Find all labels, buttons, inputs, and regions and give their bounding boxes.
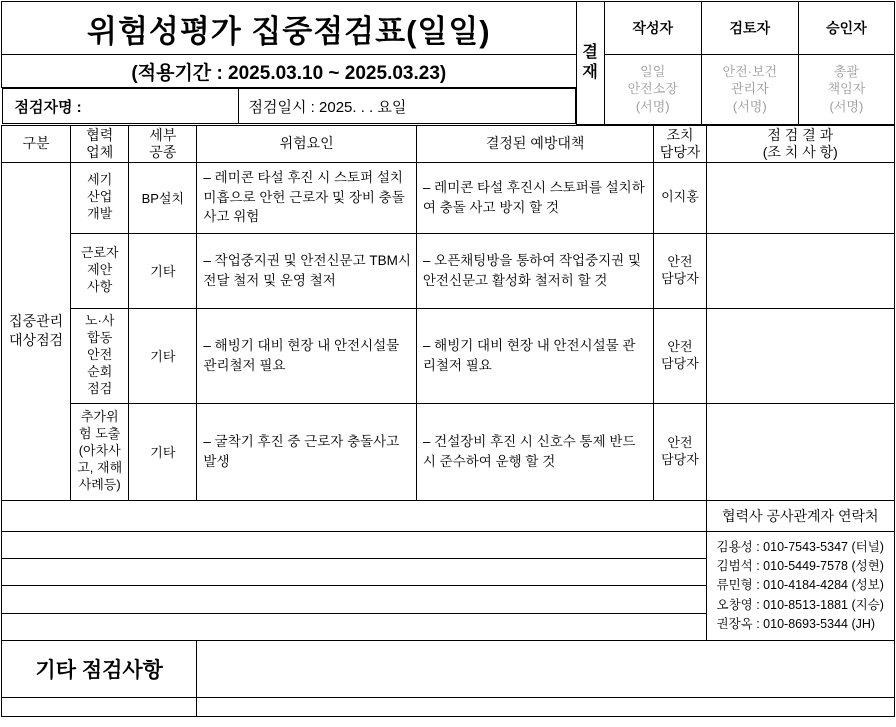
blank-cell[interactable] bbox=[197, 698, 895, 717]
person-cell bbox=[654, 403, 706, 500]
table-row bbox=[2, 308, 895, 403]
blank-cell bbox=[2, 698, 197, 717]
countermeasure-cell: – 건설장비 후진 시 신호수 통제 반드시 준수하여 운행 할 것 bbox=[416, 403, 654, 500]
person-cell-line2: 담당자 bbox=[661, 270, 699, 286]
column-header-person-line2: 담당자 bbox=[659, 143, 701, 160]
company-cell-line3: 사항 bbox=[87, 278, 113, 294]
person-cell bbox=[654, 308, 706, 403]
company-cell-line2: 산업 bbox=[87, 189, 113, 205]
approval-head-writer: 작성자 bbox=[604, 2, 701, 55]
result-cell[interactable] bbox=[706, 162, 894, 233]
column-header-job-type bbox=[129, 125, 197, 162]
column-header-company-line2: 업체 bbox=[86, 143, 114, 160]
job-type-cell: 기타 bbox=[129, 403, 197, 500]
person-cell bbox=[654, 233, 706, 308]
contact-item: 권장옥 : 010-8693-5344 (JH) bbox=[716, 617, 876, 631]
job-type-cell: BP설치 bbox=[129, 162, 197, 233]
column-header-company bbox=[71, 125, 129, 162]
contact-item: 오창영 : 010-8513-1881 (지승) bbox=[716, 597, 884, 612]
contacts-title-row bbox=[2, 500, 895, 531]
approval-sign-writer-line1: 일일 bbox=[640, 63, 666, 79]
person-cell-line2: 담당자 bbox=[661, 355, 699, 371]
approval-head-reviewer: 검토자 bbox=[701, 2, 798, 55]
contact-item: 김용성 : 010-7543-5347 (터널) bbox=[716, 539, 884, 554]
column-header-company-line1: 협력 bbox=[86, 126, 114, 143]
approval-sign-reviewer-line2: 관리자 bbox=[730, 81, 769, 97]
company-cell bbox=[71, 233, 129, 308]
risk-factor-cell: – 해빙기 대비 현장 내 안전시설물 관리철저 필요 bbox=[197, 308, 416, 403]
approval-label bbox=[576, 2, 604, 125]
column-header-result bbox=[706, 125, 894, 162]
company-cell-line2: 제안 bbox=[87, 262, 113, 278]
column-header-person-line1: 조치 bbox=[666, 126, 694, 143]
company-cell-line2: 험 도출 bbox=[79, 426, 121, 442]
approval-sign-writer-line2: 안전소장 bbox=[627, 81, 678, 97]
contacts-title: 협력사 공사관계자 연락처 bbox=[706, 500, 894, 531]
etc-row bbox=[2, 641, 895, 698]
company-cell-line4: 순회 bbox=[87, 363, 113, 379]
column-header-job-type-line1: 세부 bbox=[149, 126, 177, 143]
approval-label-char-2: 재 bbox=[582, 63, 598, 81]
column-header-result-line2: (조 치 사 항) bbox=[762, 143, 838, 160]
person-cell-line1: 안전 bbox=[667, 253, 693, 269]
company-cell-line3: 안전 bbox=[87, 347, 113, 363]
category-cell bbox=[2, 162, 71, 500]
company-cell bbox=[71, 403, 129, 500]
company-cell-line5: 점검 bbox=[87, 380, 113, 396]
etc-value[interactable] bbox=[197, 641, 895, 698]
risk-factor-cell: – 레미콘 타설 후진 시 스토퍼 설치 미흡으로 안헌 근로자 및 장비 충돌 사고 위험 bbox=[197, 162, 416, 233]
company-cell-line3: (아차사 bbox=[78, 443, 121, 459]
company-cell-line5: 사례등) bbox=[78, 476, 121, 492]
approval-sign-approver-line1: 총괄 bbox=[833, 63, 859, 79]
company-cell-line1: 근로자 bbox=[80, 245, 119, 261]
countermeasure-cell: – 해빙기 대비 현장 내 안전시설물 관리철저 필요 bbox=[416, 308, 654, 403]
period-text: (적용기간 : 2025.03.10 ~ 2025.03.23) bbox=[2, 55, 577, 88]
approval-sign-approver-line3: (서명) bbox=[829, 99, 864, 115]
company-cell-line3: 개발 bbox=[87, 205, 113, 221]
approval-label-char-1: 결 bbox=[582, 43, 598, 61]
column-header-person bbox=[654, 125, 706, 162]
column-header-risk-factor: 위험요인 bbox=[197, 125, 416, 162]
column-header-job-type-line2: 공종 bbox=[149, 143, 177, 160]
blank-cell[interactable] bbox=[2, 531, 707, 558]
category-cell-line2: 대상점검 bbox=[9, 332, 64, 348]
table-header-row bbox=[2, 125, 895, 162]
table-row bbox=[2, 233, 895, 308]
blank-cell[interactable] bbox=[2, 558, 707, 585]
company-cell-line1: 추가위 bbox=[80, 409, 119, 425]
person-cell-line2: 담당자 bbox=[661, 451, 699, 467]
main-table bbox=[1, 125, 895, 718]
contact-item: 류민형 : 010-4184-4284 (성보) bbox=[716, 578, 884, 593]
column-header-countermeasure: 결정된 예방대책 bbox=[416, 125, 654, 162]
inspector-name-field[interactable]: 점검자명 : bbox=[2, 89, 238, 124]
etc-label: 기타 점검사항 bbox=[2, 641, 197, 698]
company-cell bbox=[71, 308, 129, 403]
blank-row bbox=[2, 531, 895, 558]
approval-sign-reviewer-line3: (서명) bbox=[732, 99, 767, 115]
header-table bbox=[1, 1, 895, 125]
job-type-cell: 기타 bbox=[129, 233, 197, 308]
result-cell[interactable] bbox=[706, 403, 894, 500]
company-cell-line1: 세기 bbox=[87, 172, 113, 188]
person-cell-line1: 안전 bbox=[667, 338, 693, 354]
blank-cell[interactable] bbox=[2, 613, 707, 640]
column-header-category: 구분 bbox=[2, 125, 71, 162]
person-cell-line1: 안전 bbox=[667, 434, 693, 450]
company-cell-line4: 고, 재해 bbox=[77, 459, 123, 475]
approval-sign-reviewer[interactable] bbox=[701, 55, 798, 125]
company-cell bbox=[71, 162, 129, 233]
result-cell[interactable] bbox=[706, 308, 894, 403]
job-type-cell: 기타 bbox=[129, 308, 197, 403]
approval-sign-writer-line3: (서명) bbox=[635, 99, 670, 115]
approval-sign-writer[interactable] bbox=[604, 55, 701, 125]
company-cell-line1: 노·사 bbox=[84, 313, 115, 329]
countermeasure-cell: – 오픈채팅방을 통하여 작업중지권 및 안전신문고 활성화 철저히 할 것 bbox=[416, 233, 654, 308]
page-title: 위험성평가 집중점검표(일일) bbox=[2, 2, 577, 55]
risk-factor-cell: – 굴착기 후진 중 근로자 충돌사고 발생 bbox=[197, 403, 416, 500]
etc-bottom-row bbox=[2, 698, 895, 717]
risk-factor-cell: – 작업중지권 및 안전신문고 TBM시 전달 철저 및 운영 철저 bbox=[197, 233, 416, 308]
contact-item: 김범석 : 010-5449-7578 (성현) bbox=[716, 558, 884, 573]
approval-sign-approver[interactable] bbox=[798, 55, 894, 125]
person-cell: 이지홍 bbox=[654, 162, 706, 233]
result-cell[interactable] bbox=[706, 233, 894, 308]
table-row bbox=[2, 403, 895, 500]
contacts-list bbox=[706, 531, 894, 641]
table-row bbox=[2, 162, 895, 233]
approval-sign-approver-line2: 책임자 bbox=[827, 81, 866, 97]
column-header-result-line1: 점 검 결 과 bbox=[767, 126, 834, 143]
company-cell-line2: 합동 bbox=[87, 330, 113, 346]
approval-head-approver: 승인자 bbox=[798, 2, 894, 55]
category-cell-line1: 집중관리 bbox=[9, 313, 64, 330]
inspection-datetime-field[interactable]: 점검일시 : 2025. . . 요일 bbox=[238, 89, 575, 124]
approval-sign-reviewer-line1: 안전·보건 bbox=[722, 63, 778, 79]
blank-cell[interactable] bbox=[2, 500, 707, 531]
countermeasure-cell: – 레미콘 타설 후진시 스토퍼를 설치하여 충돌 사고 방지 할 것 bbox=[416, 162, 654, 233]
blank-cell[interactable] bbox=[2, 586, 707, 613]
